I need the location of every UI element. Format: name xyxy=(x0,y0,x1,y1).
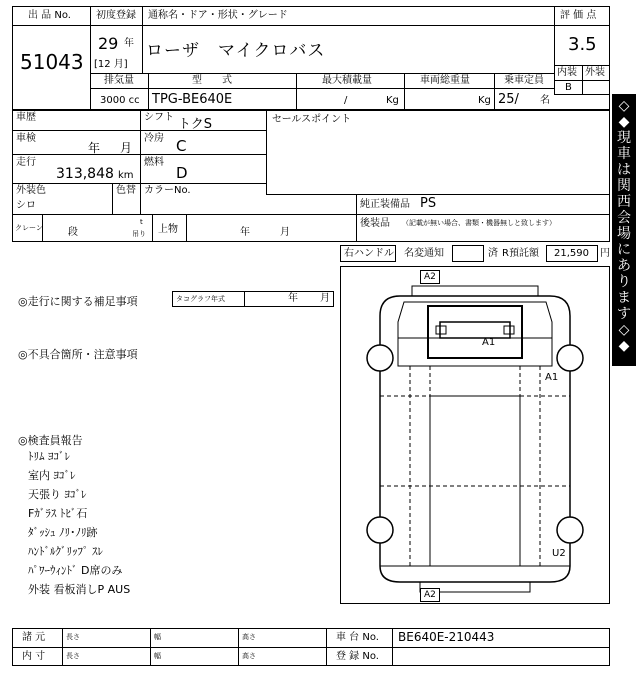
side-banner-char: あ xyxy=(617,258,631,274)
name-change-box xyxy=(452,245,484,262)
recycle-amount: 21,590 xyxy=(554,248,589,259)
exterior-label: 外装 xyxy=(585,67,605,78)
vehicle-diagram xyxy=(340,266,610,604)
ac-label: 冷房 xyxy=(144,133,164,144)
inspector-line: Fｶﾞﾗｽ ﾄﾋﾞ石 xyxy=(28,507,88,520)
inspection-label: 車検 xyxy=(16,133,36,144)
interior-score: B xyxy=(565,82,572,93)
registration-label: 登 録 No. xyxy=(336,651,379,662)
name-label: 通称名・ドア・形状・グレード xyxy=(148,10,288,21)
lot-label: 出 品 No. xyxy=(28,10,71,21)
upper-month: 月 xyxy=(280,227,290,238)
damage-mark-right-side: A1 xyxy=(545,372,559,383)
inspection-year-unit: 年 xyxy=(88,141,101,155)
genuine-label: 純正装備品 xyxy=(360,199,410,210)
max-load-label: 最大積載量 xyxy=(322,75,372,86)
footer-length-label-2: 長さ xyxy=(66,652,80,660)
chassis-number: BE640E-210443 xyxy=(398,630,495,644)
displacement-value: 3000 cc xyxy=(100,95,140,106)
inspector-line: ﾀﾞｯｼｭ ﾉﾘ･ﾉﾘ跡 xyxy=(28,526,98,539)
vehicle-name: ローザ マイクロバス xyxy=(146,41,326,61)
score-label: 評 価 点 xyxy=(560,10,597,21)
sales-point-label: セールスポイント xyxy=(272,114,352,125)
first-reg-month: [12 月] xyxy=(94,59,128,70)
footer-width-label-2: 幅 xyxy=(154,652,161,660)
side-banner xyxy=(612,94,636,366)
tacho-month: 月 xyxy=(320,293,330,304)
gross-weight-unit: Kg xyxy=(478,95,491,106)
footer-length-label-1: 長さ xyxy=(66,633,80,641)
damage-mark-front: A2 xyxy=(420,270,440,284)
chassis-label: 車 台 No. xyxy=(336,632,379,643)
side-banner-char: 場 xyxy=(617,226,631,242)
defect-notes-label: ◎不具合箇所・注意事項 xyxy=(18,348,138,361)
recycle-label: R預託額 xyxy=(502,248,539,259)
year-unit: 年 xyxy=(124,38,134,49)
model-label: 型 式 xyxy=(192,75,232,86)
side-banner-char: ま xyxy=(617,290,631,306)
max-load-value: / xyxy=(344,95,348,106)
crane-stage: 段 xyxy=(68,227,78,238)
side-banner-char: ◇ xyxy=(618,98,630,114)
inspector-line: ﾊﾟﾜｰｳｨﾝﾄﾞ D席のみ xyxy=(28,564,123,577)
footer-height-label-2: 高さ xyxy=(242,652,256,660)
side-banner-char: 車 xyxy=(617,146,631,162)
side-banner-char: は xyxy=(617,162,631,178)
score-value: 3.5 xyxy=(568,34,597,55)
lot-number: 51043 xyxy=(20,50,84,74)
tacho-label: タコグラフ年式 xyxy=(176,295,225,303)
recycle-unit: 円 xyxy=(600,248,610,259)
mileage-value: 313,848 xyxy=(56,166,114,182)
capacity-unit: 名 xyxy=(540,95,550,106)
interior-label: 内装 xyxy=(557,67,577,78)
crane-hanging: 吊り xyxy=(132,230,146,238)
side-banner-char: ◇ xyxy=(618,322,630,338)
color-label: 外装色 xyxy=(16,185,46,196)
upper-label: 上物 xyxy=(158,224,178,235)
mileage-label: 走行 xyxy=(16,157,36,168)
color-code-label: カラーNo. xyxy=(144,185,191,196)
fuel-label: 燃料 xyxy=(144,157,164,168)
history-label: 車歴 xyxy=(16,112,36,123)
shift-value: トクS xyxy=(178,117,212,132)
model-value: TPG-BE640E xyxy=(152,92,233,107)
footer-height-label-1: 高さ xyxy=(242,633,256,641)
side-banner-char: 会 xyxy=(617,210,631,226)
displacement-label: 排気量 xyxy=(104,75,134,86)
damage-mark-rear-right: U2 xyxy=(552,548,566,559)
recycle-prefix: 済 xyxy=(488,248,498,259)
side-banner-char: ◆ xyxy=(618,114,630,130)
name-change-label: 名変通知 xyxy=(404,248,444,259)
footer-spec-label: 諸 元 xyxy=(22,632,46,643)
footer-inner-label: 内 寸 xyxy=(22,651,46,662)
damage-mark-rear: A2 xyxy=(420,588,440,602)
shift-label: シフト xyxy=(144,112,174,123)
ac-value: C xyxy=(176,137,187,155)
inspection-month-unit: 月 xyxy=(120,141,133,155)
side-banner-char: 西 xyxy=(617,194,631,210)
color-value: シロ xyxy=(16,200,36,211)
inspector-line: ﾄﾘﾑ ﾖｺﾞﾚ xyxy=(28,450,70,463)
fuel-value: D xyxy=(176,164,188,182)
inspector-line: 室内 ﾖｺﾞﾚ xyxy=(28,469,76,482)
genuine-value: PS xyxy=(420,196,437,211)
max-load-unit: Kg xyxy=(386,95,399,106)
capacity-value: 25/ xyxy=(498,92,519,107)
side-banner-char: 関 xyxy=(617,178,631,194)
inspector-line: 外装 看板消しP AUS xyxy=(28,583,131,596)
capacity-label: 乗車定員 xyxy=(504,75,544,86)
damage-mark-hood: A1 xyxy=(482,337,496,348)
footer-width-label-1: 幅 xyxy=(154,633,161,641)
side-banner-char: り xyxy=(617,274,631,290)
mileage-unit: km xyxy=(118,170,134,181)
crane-label: クレーン xyxy=(15,224,43,232)
side-banner-char: ◆ xyxy=(618,338,630,354)
running-notes-label: ◎走行に関する補足事項 xyxy=(18,295,138,308)
inspector-report-label: ◎検査員報告 xyxy=(18,434,83,447)
upper-year: 年 xyxy=(240,227,250,238)
aftermarket-note: （記載が無い場合、書類・機器無しと致します） xyxy=(402,219,556,227)
tacho-year: 年 xyxy=(288,293,298,304)
crane-t: t xyxy=(140,218,143,226)
side-banner-char: に xyxy=(617,242,631,258)
gross-weight-label: 車両総重量 xyxy=(420,75,470,86)
first-reg-year: 29 xyxy=(98,34,119,53)
right-hand-label: 右ハンドル xyxy=(344,248,394,259)
inspector-line: 天張り ﾖｺﾞﾚ xyxy=(28,488,87,501)
inspector-line: ﾊﾝﾄﾞﾙｸﾞﾘｯﾌﾟ ｽﾚ xyxy=(28,545,103,558)
aftermarket-label: 後装品 xyxy=(360,218,390,229)
side-banner-char: す xyxy=(617,306,631,322)
side-banner-char: 現 xyxy=(617,130,631,146)
color-no-label: 色替 xyxy=(116,185,136,196)
first-reg-label: 初度登録 xyxy=(96,10,136,21)
